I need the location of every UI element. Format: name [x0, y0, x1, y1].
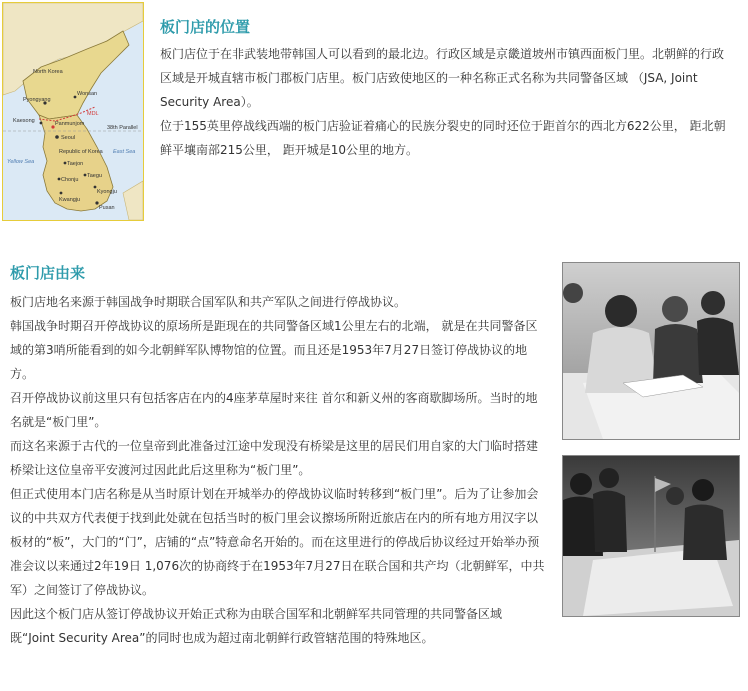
- label-taejon: Taejon: [67, 161, 84, 167]
- section2-title: 板门店由来: [10, 264, 86, 282]
- section2-paragraph-3: 召开停战协议前这里只有包括客店在内的4座茅草屋时来往 首尔和新义州的客商歇脚场所。当时的地名就是“板门里”。: [10, 391, 538, 429]
- label-taegu: Taegu: [87, 173, 102, 179]
- label-pusan: Pusan: [99, 205, 115, 211]
- label-east-sea: East Sea: [113, 149, 136, 155]
- label-chonju: Chonju: [61, 177, 79, 183]
- section1-paragraph-1: 板门店位于在非武装地带韩国人可以看到的最北边。行政区域是京畿道坡州市镇西面板门里。北朝鲜的行政区域是开城直辖市板门郡板门店里。板门店致使地区的一种名称正式名称为共同警备区域 （JSA, Joint Security Area）。: [160, 47, 725, 109]
- section2-paragraph-5: 但正式使用本门店名称是从当时原计划在开城举办的停战协议临时转移到“板门里”。后为了让参加会议的中共双方代表便于找到此处就在包括当时的板门里会议擦场所附近旅店在内的所有地方用汉字以板材的“板”，大门的“门”，店铺的“点”特意命名开始的。而在这里进行的停战后协议经过开始举办预准会议以来通过2年19日 1,076次的协商终于在1953年7月27日在联合国和共产均（北朝鲜军，中共军）之间签订了停战协议。: [10, 487, 545, 597]
- label-kaesong: Kaesong: [13, 118, 35, 124]
- korea-map-graphic: [3, 3, 143, 220]
- section2-paragraph-1: 板门店地名来源于韩国战争时期联合国军队和共产军队之间进行停战协议。: [10, 295, 407, 309]
- label-wonsan: Wonsan: [77, 91, 98, 97]
- section2-paragraph-2: 韩国战争时期召开停战协议的原场所是距现在的共同警备区域1公里左右的北端， 就是在共同警备区域的第3哨所能看到的如今北朝鲜军队博物馆的位置。而且还是1953年7月27日签订停战协议的地方。: [10, 319, 538, 381]
- armistice-photo-1: [562, 262, 740, 440]
- korea-map: [2, 2, 144, 221]
- section1-paragraph-2: 位于155英里停战线西端的板门店验证着痛心的民族分裂史的同时还位于距首尔的西北方622公里， 距北朝鲜平壤南部215公里， 距开城是10公里的地方。: [160, 119, 726, 157]
- label-mdl: MDL: [87, 111, 99, 117]
- section2-paragraph-6: 因此这个板门店从签订停战协议开始正式称为由联合国军和北朝鲜军共同管理的共同警备区域既“Joint Security Area”的同时也成为超过南北朝鲜行政管辖范围的特殊地区。: [10, 607, 503, 645]
- label-panmunjom: Panmunjom: [55, 121, 85, 127]
- label-north-korea: North Korea: [33, 69, 63, 75]
- label-republic: Republic of Korea: [59, 149, 103, 155]
- section1-title: 板门店的位置: [160, 18, 251, 36]
- section2-paragraph-4: 而这名来源于古代的一位皇帝到此准备过江途中发现没有桥梁是这里的居民们用自家的大门临时搭建桥梁让这位皇帝平安渡河过因此此后这里称为“板门里”。: [10, 439, 539, 477]
- label-kwangju: Kwangju: [59, 197, 81, 203]
- label-seoul: Seoul: [61, 135, 76, 141]
- label-kyongju: Kyongju: [97, 189, 117, 195]
- label-38th-parallel: 38th Parallel: [107, 125, 138, 131]
- label-yellow-sea: Yellow Sea: [7, 159, 35, 165]
- section1-body: [160, 42, 730, 162]
- section2-body: [10, 290, 546, 650]
- label-pyongyang: Pyongyang: [23, 97, 51, 103]
- armistice-photo-2: [562, 455, 740, 617]
